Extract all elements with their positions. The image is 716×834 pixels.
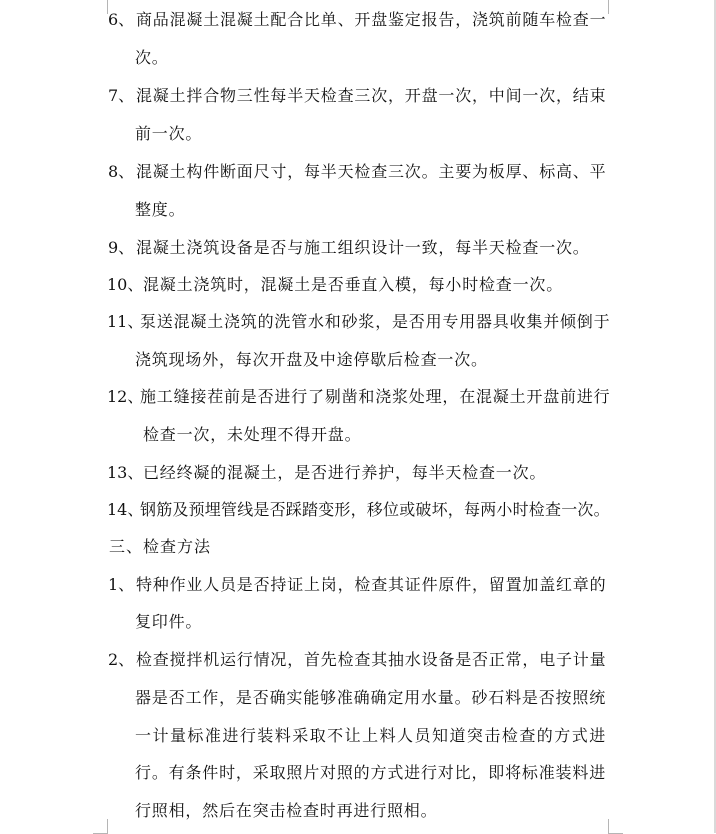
- item-number: 7、: [108, 86, 135, 105]
- section-heading: 三、检查方法: [109, 537, 212, 556]
- item-text-continued: 检查一次，未处理不得开盘。: [143, 425, 362, 444]
- list-item-12-continued: [0, 416, 716, 454]
- section-heading-row: [0, 528, 716, 566]
- item-text-continued: 器是否工作，是否确实能够准确确定用水量。砂石料是否按照统: [135, 688, 606, 707]
- method-item-2: [0, 641, 716, 679]
- list-item-11-continued: [0, 341, 716, 379]
- item-number: 11、: [107, 312, 144, 331]
- method-item-1-continued: [0, 603, 716, 641]
- method-item-2-continued: [0, 792, 716, 830]
- item-text-continued: 一计量标准进行装料采取不让上料人员知道突击检查的方式进: [135, 726, 606, 745]
- item-number: 1、: [108, 575, 135, 594]
- item-text-continued: 次。: [135, 48, 169, 67]
- item-number: 2、: [108, 650, 135, 669]
- item-text: 钢筋及预埋管线是否踩踏变形，移位或破坏，每两小时检查一次。: [140, 500, 610, 519]
- item-text: 商品混凝土混凝土配合比单、开盘鉴定报告，浇筑前随车检查一: [136, 10, 607, 29]
- list-item-12: [0, 378, 716, 416]
- method-item-2-continued: [0, 754, 716, 792]
- item-text: 特种作业人员是否持证上岗，检查其证件原件，留置加盖红章的: [136, 575, 607, 594]
- item-text-continued: 行照相，然后在突击检查时再进行照相。: [135, 801, 438, 820]
- item-text-continued: 复印件。: [135, 612, 203, 631]
- item-number: 9、: [108, 238, 135, 257]
- list-item-8-continued: [0, 191, 716, 229]
- item-number: 13、: [107, 463, 144, 482]
- item-text: 混凝土浇筑设备是否与施工组织设计一致，每半天检查一次。: [136, 238, 590, 257]
- list-item-11: [0, 303, 716, 341]
- item-text-continued: 整度。: [135, 200, 186, 219]
- item-number: 8、: [108, 162, 135, 181]
- item-text: 检查搅拌机运行情况，首先检查其抽水设备是否正常，电子计量: [136, 650, 607, 669]
- list-item-14: [0, 491, 716, 529]
- item-number: 14、: [107, 500, 144, 519]
- item-text: 混凝土拌合物三性每半天检查三次，开盘一次，中间一次，结束: [136, 86, 607, 105]
- item-text: 施工缝接茬前是否进行了剔凿和浇浆处理，在混凝土开盘前进行: [140, 387, 611, 406]
- item-number: 12、: [107, 387, 144, 406]
- item-text: 已经终凝的混凝土，是否进行养护，每半天检查一次。: [143, 463, 547, 482]
- list-item-10: [0, 266, 716, 304]
- item-text: 混凝土构件断面尺寸，每半天检查三次。主要为板厚、标高、平: [136, 162, 607, 181]
- list-item-7: [0, 77, 716, 115]
- method-item-1: [0, 566, 716, 604]
- list-item-6-continued: [0, 39, 716, 77]
- list-item-8: [0, 153, 716, 191]
- list-item-6: [0, 1, 716, 39]
- list-item-9: [0, 229, 716, 267]
- method-item-2-continued: [0, 717, 716, 755]
- list-item-7-continued: [0, 115, 716, 153]
- item-number: 6、: [108, 10, 135, 29]
- list-item-13: [0, 454, 716, 492]
- item-text-continued: 浇筑现场外，每次开盘及中途停歇后检查一次。: [135, 350, 488, 369]
- item-text: 泵送混凝土浇筑的洗管水和砂浆，是否用专用器具收集并倾倒于: [140, 312, 611, 331]
- item-text-continued: 前一次。: [135, 124, 203, 143]
- item-text: 混凝土浇筑时，混凝土是否垂直入模，每小时检查一次。: [143, 275, 564, 294]
- method-item-2-continued: [0, 679, 716, 717]
- item-text-continued: 行。有条件时，采取照片对照的方式进行对比，即将标准装料进: [135, 763, 606, 782]
- item-number: 10、: [107, 275, 144, 294]
